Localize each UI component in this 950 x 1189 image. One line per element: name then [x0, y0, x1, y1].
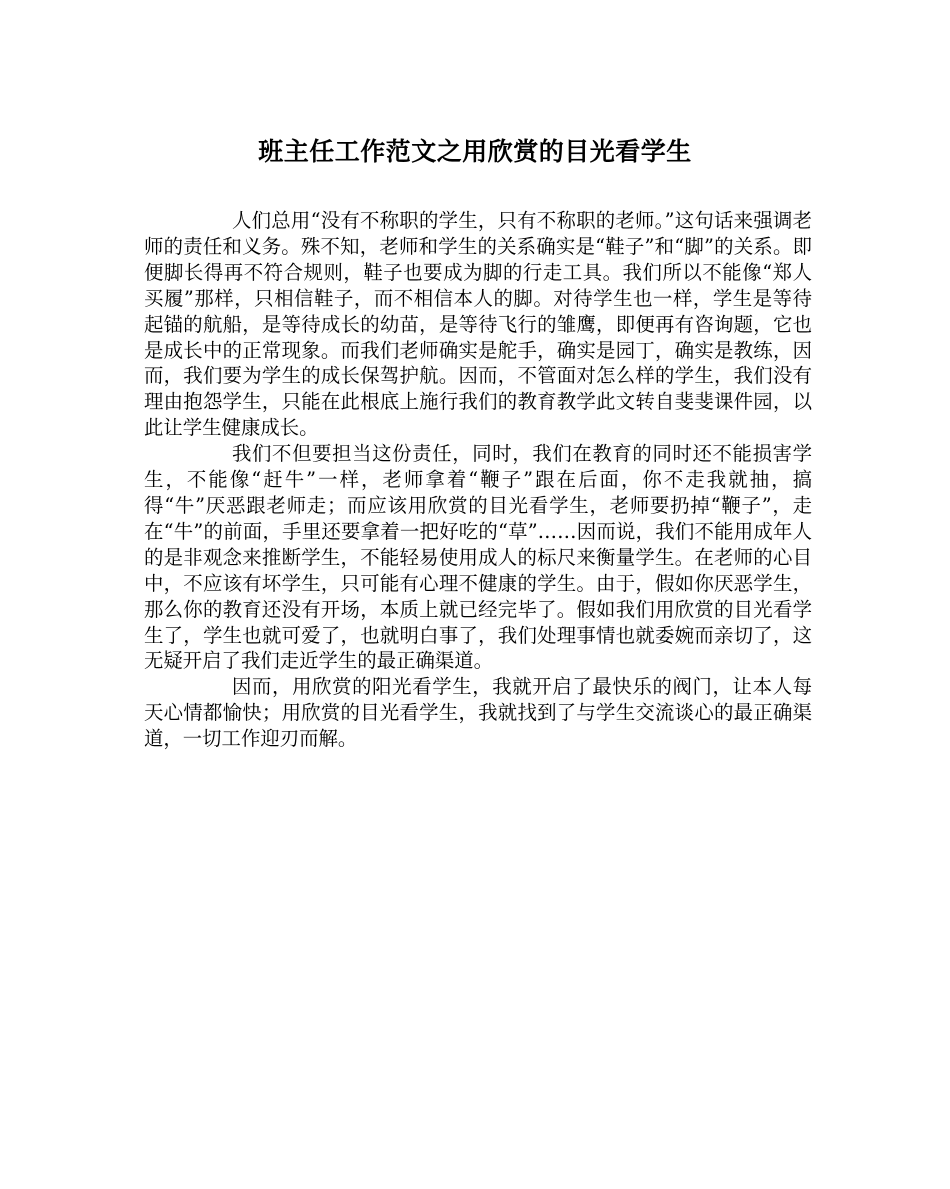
paragraph-2: 我们不但要担当这份责任，同时，我们在教育的同时还不能损害学生，不能像“赶牛”一样，老师拿着“鞭子”跟在后面，你不走我就抽，搞得“牛”厌恶跟老师走；而应该用欣赏的目光看学生，老师要扔掉“鞭子”，走在“牛”的前面，手里还要拿着一把好吃的“草”……因而说，我们不能用成年人的是非观念来推断学生，不能轻易使用成人的标尺来衡量学生。在老师的心目中，不应该有坏学生，只可能有心理不健康的学生。由于，假如你厌恶学生，那么你的教育还没有开场，本质上就已经完毕了。假如我们用欣赏的目光看学生了，学生也就可爱了，也就明白事了，我们处理事情也就委婉而亲切了，这无疑开启了我们走近学生的最正确渠道。 [144, 442, 812, 673]
document-title: 班主任工作范文之用欣赏的目光看学生 [258, 137, 692, 166]
paragraph-1: 人们总用“没有不称职的学生，只有不称职的老师。”这句话来强调老师的责任和义务。殊不知，老师和学生的关系确实是“鞋子”和“脚”的关系。即便脚长得再不符合规则，鞋子也要成为脚的行走工具。我们所以不能像“郑人买履”那样，只相信鞋子，而不相信本人的脚。对待学生也一样，学生是等待起锚的航船，是等待成长的幼苗，是等待飞行的雏鹰，即便再有咨询题，它也是成长中的正常现象。而我们老师确实是舵手，确实是园丁，确实是教练，因而，我们要为学生的成长保驾护航。因而，不管面对怎么样的学生，我们没有理由抱怨学生，只能在此根底上施行我们的教育教学此文转自斐斐课件园，以此让学生健康成长。 [144, 209, 812, 440]
document-body [144, 208, 812, 752]
paragraph-3: 因而，用欣赏的阳光看学生，我就开启了最快乐的阀门，让本人每天心情都愉快；用欣赏的目光看学生，我就找到了与学生交流谈心的最正确渠道，一切工作迎刃而解。 [144, 675, 812, 751]
